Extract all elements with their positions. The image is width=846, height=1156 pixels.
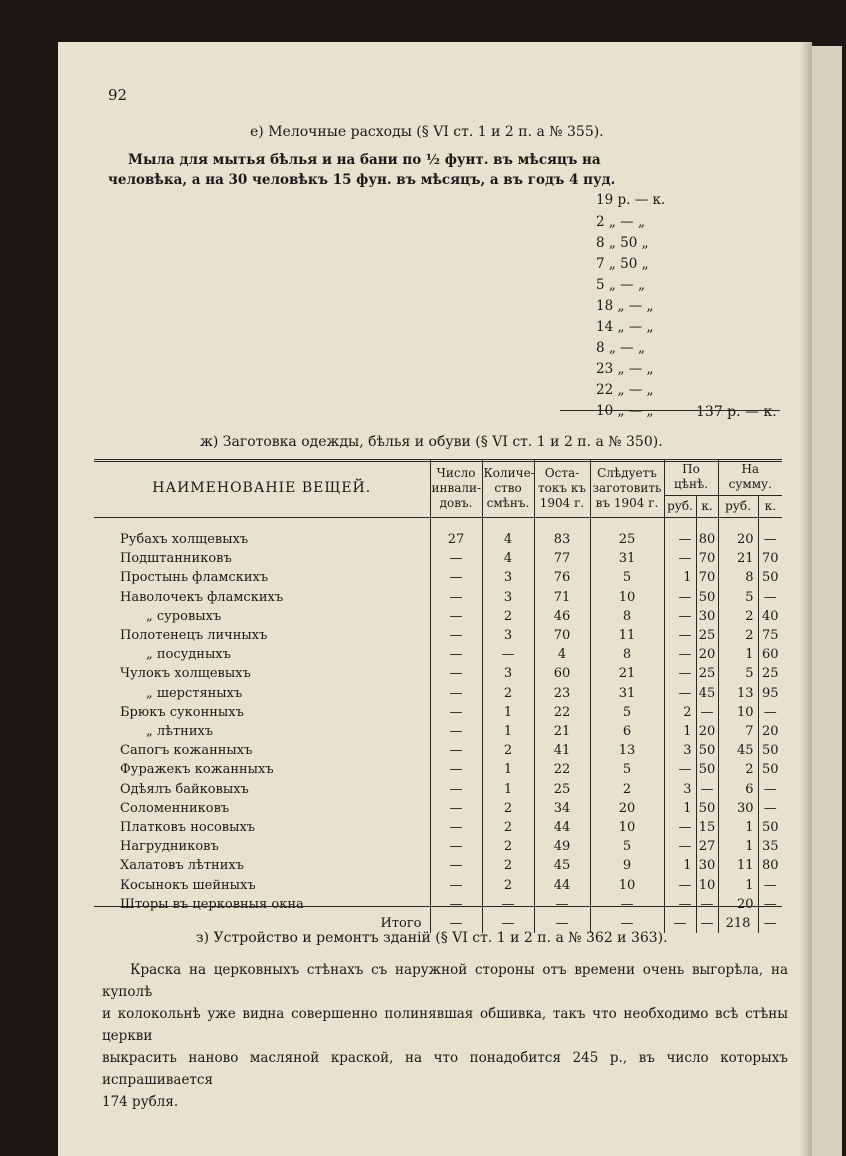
cell-invalids: — — [430, 876, 482, 895]
cell-sum-r: 2 — [718, 626, 758, 645]
section-z-paragraph — [102, 959, 788, 1113]
cell-changes: 3 — [482, 664, 534, 683]
cell-prepare: 10 — [590, 818, 664, 837]
cell-sum-k: — — [758, 876, 782, 895]
cell-prepare: 5 — [590, 703, 664, 722]
expense-amount: 23 „ — „ — [596, 359, 716, 379]
col-header-invalids: Число инвали- довъ. — [430, 459, 482, 518]
cell-price-k: 70 — [696, 549, 718, 568]
cell-changes: 1 — [482, 703, 534, 722]
cell-changes: 2 — [482, 799, 534, 818]
cell-sum-k: 50 — [758, 760, 782, 779]
cell-invalids: — — [430, 645, 482, 664]
total-changes: — — [482, 914, 534, 933]
cell-prepare: — — [590, 895, 664, 914]
col-header-remainder: Оста- токъ къ 1904 г. — [534, 459, 590, 518]
item-name: Рубахъ холщевыхъ — [120, 532, 249, 547]
cell-sum-r: 20 — [718, 530, 758, 549]
item-name: Чулокъ холщевыхъ — [120, 666, 251, 682]
cell-price-r: 1 — [664, 856, 696, 875]
cell-price-k: 30 — [696, 607, 718, 626]
section-e-intro-line-1: Мыла для мытья бѣлья и на бани по ½ фунт. въ мѣсяцъ на — [128, 152, 601, 168]
cell-price-r: — — [664, 530, 696, 549]
expense-line — [128, 380, 708, 400]
cell-changes: 2 — [482, 607, 534, 626]
cell-prepare: 25 — [590, 530, 664, 549]
cell-changes: 2 — [482, 837, 534, 856]
cell-invalids: — — [430, 568, 482, 587]
cell-remainder: 83 — [534, 530, 590, 549]
cell-changes: 4 — [482, 530, 534, 549]
cell-prepare: 21 — [590, 664, 664, 683]
section-z-heading: з) Устройство и ремонтъ зданій (§ VI ст. 1 и 2 п. а № 362 и 363). — [196, 930, 668, 946]
table-row — [94, 837, 782, 856]
cell-changes: 2 — [482, 741, 534, 760]
cell-prepare: 9 — [590, 856, 664, 875]
cell-invalids: — — [430, 760, 482, 779]
col-header-price: По цѣнѣ. — [664, 459, 718, 496]
table-row — [94, 799, 782, 818]
cell-remainder: 71 — [534, 588, 590, 607]
cell-changes: 4 — [482, 549, 534, 568]
cell-invalids: — — [430, 780, 482, 799]
expense-amount: 22 „ — „ — [596, 380, 716, 400]
table-row — [94, 664, 782, 683]
cell-sum-r: 1 — [718, 837, 758, 856]
cell-remainder: 76 — [534, 568, 590, 587]
cell-price-k: 30 — [696, 856, 718, 875]
cell-remainder: 41 — [534, 741, 590, 760]
cell-sum-k: 25 — [758, 664, 782, 683]
cell-remainder: 77 — [534, 549, 590, 568]
cell-remainder: 21 — [534, 722, 590, 741]
expense-amount: 8 „ 50 „ — [596, 233, 716, 253]
table-row — [94, 856, 782, 875]
paragraph-line: Краска на церковныхъ стѣнахъ съ наружной стороны отъ времени очень выгорѣла, на куполѣ — [102, 962, 788, 1000]
table-row — [94, 895, 782, 914]
cell-sum-k: — — [758, 780, 782, 799]
col-header-price-kop: к. — [696, 496, 718, 518]
cell-remainder: 22 — [534, 760, 590, 779]
cell-sum-k: 95 — [758, 684, 782, 703]
total-price-r: — — [664, 914, 696, 933]
cell-price-k: 20 — [696, 722, 718, 741]
cell-price-r: — — [664, 588, 696, 607]
cell-remainder: 34 — [534, 799, 590, 818]
cell-sum-k: — — [758, 895, 782, 914]
cell-prepare: 20 — [590, 799, 664, 818]
item-name: Брюкъ суконныхъ — [120, 704, 244, 720]
cell-sum-r: 7 — [718, 722, 758, 741]
cell-sum-r: 1 — [718, 645, 758, 664]
item-name: Простынь фламскихъ — [120, 570, 269, 586]
expense-line — [108, 190, 708, 210]
cell-changes: — — [482, 645, 534, 664]
cell-sum-r: 13 — [718, 684, 758, 703]
expense-line — [128, 338, 708, 358]
cell-prepare: 31 — [590, 684, 664, 703]
cell-prepare: 13 — [590, 741, 664, 760]
cell-invalids: — — [430, 722, 482, 741]
col-header-price-rub: руб. — [664, 496, 696, 518]
cell-sum-k: 35 — [758, 837, 782, 856]
cell-remainder: 23 — [534, 684, 590, 703]
expense-amount: 18 „ — „ — [596, 296, 716, 316]
cell-price-r: — — [664, 760, 696, 779]
cell-price-r: — — [664, 549, 696, 568]
expense-amount: 10 „ — „ — [596, 401, 716, 421]
expense-line — [128, 275, 708, 295]
item-name: Полотенецъ личныхъ — [120, 628, 268, 644]
cell-prepare: 10 — [590, 588, 664, 607]
table-row — [94, 626, 782, 645]
cell-invalids: — — [430, 607, 482, 626]
cell-price-k: 15 — [696, 818, 718, 837]
cell-remainder: 70 — [534, 626, 590, 645]
cell-price-r: 3 — [664, 741, 696, 760]
table-row — [94, 741, 782, 760]
cell-sum-r: 30 — [718, 799, 758, 818]
cell-invalids: — — [430, 895, 482, 914]
cell-sum-k: 75 — [758, 626, 782, 645]
expense-line — [128, 317, 708, 337]
cell-price-k: 27 — [696, 837, 718, 856]
cell-price-r: — — [664, 684, 696, 703]
cell-prepare: 8 — [590, 607, 664, 626]
expense-amount: 2 „ — „ — [596, 212, 716, 232]
cell-changes: — — [482, 895, 534, 914]
cell-changes: 1 — [482, 760, 534, 779]
cell-price-k: — — [696, 780, 718, 799]
cell-prepare: 5 — [590, 568, 664, 587]
table-row — [94, 684, 782, 703]
cell-invalids: — — [430, 588, 482, 607]
cell-invalids: — — [430, 799, 482, 818]
cell-prepare: 5 — [590, 760, 664, 779]
section-zh-heading: ж) Заготовка одежды, бѣлья и обуви (§ VI ст. 1 и 2 п. а № 350). — [200, 434, 663, 450]
cell-price-k: 50 — [696, 741, 718, 760]
cell-price-r: — — [664, 895, 696, 914]
facing-page-edge — [812, 46, 842, 1156]
item-name: Сапогъ кожанныхъ — [120, 743, 253, 759]
paragraph-line: выкрасить наново масляной краской, на что понадобится 245 р., въ число которыхъ испрашивается — [102, 1050, 788, 1088]
item-name: Нагрудниковъ — [120, 839, 219, 855]
cell-remainder: 22 — [534, 703, 590, 722]
col-header-name: НАИМЕНОВАНІЕ ВЕЩЕЙ. — [94, 459, 430, 518]
item-name: Косынокъ шейныхъ — [120, 877, 256, 893]
cell-sum-k: — — [758, 799, 782, 818]
cell-price-k: 25 — [696, 664, 718, 683]
expense-amount: 19 р. — к. — [596, 190, 716, 210]
cell-remainder: 4 — [534, 645, 590, 664]
expense-line — [128, 212, 708, 232]
cell-sum-r: 8 — [718, 568, 758, 587]
cell-price-k: 50 — [696, 760, 718, 779]
cell-sum-r: 1 — [718, 818, 758, 837]
cell-invalids: — — [430, 818, 482, 837]
item-name: Наволочекъ фламскихъ — [120, 589, 284, 605]
cell-remainder: 45 — [534, 856, 590, 875]
clothing-table — [94, 459, 782, 933]
col-header-sum-kop: к. — [758, 496, 782, 518]
cell-prepare: 31 — [590, 549, 664, 568]
cell-price-k: 25 — [696, 626, 718, 645]
col-header-sum-rub: руб. — [718, 496, 758, 518]
cell-price-k: 50 — [696, 799, 718, 818]
cell-sum-k: 80 — [758, 856, 782, 875]
item-name: Шторы въ церковныя окна — [120, 896, 304, 912]
cell-sum-k: 70 — [758, 549, 782, 568]
cell-price-r: 2 — [664, 703, 696, 722]
cell-changes: 3 — [482, 626, 534, 645]
item-name: Халатовъ лѣтнихъ — [120, 858, 244, 874]
cell-invalids: — — [430, 703, 482, 722]
cell-changes: 3 — [482, 588, 534, 607]
total-prepare: — — [590, 914, 664, 933]
cell-sum-r: 20 — [718, 895, 758, 914]
table-row — [94, 645, 782, 664]
item-name: Платковъ носовыхъ — [120, 820, 256, 836]
item-name: Соломенниковъ — [120, 800, 230, 816]
cell-invalids: — — [430, 684, 482, 703]
cell-price-k: 50 — [696, 588, 718, 607]
cell-prepare: 6 — [590, 722, 664, 741]
cell-sum-k: — — [758, 703, 782, 722]
table-row — [94, 722, 782, 741]
expense-amount: 8 „ — „ — [596, 338, 716, 358]
paragraph-line: и колокольнѣ уже видна совершенно полинявшая обшивка, такъ что необходимо всѣ стѣны церкви — [102, 1006, 788, 1044]
cell-sum-r: 2 — [718, 760, 758, 779]
total-sum-k: — — [758, 914, 782, 933]
cell-changes: 2 — [482, 818, 534, 837]
item-name: „ шерстяныхъ — [146, 685, 243, 701]
cell-sum-r: 45 — [718, 741, 758, 760]
cell-price-r: 1 — [664, 568, 696, 587]
cell-sum-k: 50 — [758, 568, 782, 587]
cell-sum-r: 10 — [718, 703, 758, 722]
table-row — [94, 568, 782, 587]
cell-sum-r: 6 — [718, 780, 758, 799]
item-name: Фуражекъ кожанныхъ — [120, 762, 274, 778]
cell-changes: 1 — [482, 722, 534, 741]
page-gutter-shadow — [800, 42, 812, 1156]
expense-line — [128, 254, 708, 274]
expense-amount: 5 „ — „ — [596, 275, 716, 295]
cell-price-k: — — [696, 895, 718, 914]
total-price-k: — — [696, 914, 718, 933]
table-spacer-row — [94, 518, 782, 531]
cell-remainder: 44 — [534, 818, 590, 837]
cell-prepare: 5 — [590, 837, 664, 856]
cell-price-r: — — [664, 664, 696, 683]
cell-invalids: — — [430, 741, 482, 760]
cell-sum-k: 60 — [758, 645, 782, 664]
cell-sum-r: 5 — [718, 588, 758, 607]
cell-price-r: 1 — [664, 722, 696, 741]
cell-changes: 2 — [482, 876, 534, 895]
col-header-changes: Количе- ство смѣнъ. — [482, 459, 534, 518]
cell-sum-k: — — [758, 588, 782, 607]
expense-line — [128, 401, 708, 421]
cell-sum-r: 5 — [718, 664, 758, 683]
total-invalids: — — [430, 914, 482, 933]
table-row — [94, 818, 782, 837]
cell-price-r: — — [664, 607, 696, 626]
cell-remainder: 60 — [534, 664, 590, 683]
cell-remainder: 44 — [534, 876, 590, 895]
cell-invalids: 27 — [430, 530, 482, 549]
item-name: „ лѣтнихъ — [146, 724, 214, 740]
expense-line — [128, 359, 708, 379]
cell-sum-k: — — [758, 530, 782, 549]
cell-sum-r: 1 — [718, 876, 758, 895]
table-row — [94, 780, 782, 799]
cell-remainder: — — [534, 895, 590, 914]
cell-prepare: 8 — [590, 645, 664, 664]
cell-price-r: — — [664, 626, 696, 645]
table-row — [94, 760, 782, 779]
expense-amount: 14 „ — „ — [596, 317, 716, 337]
item-name: „ посудныхъ — [146, 647, 231, 663]
cell-price-r: 3 — [664, 780, 696, 799]
item-name: Подштанниковъ — [120, 551, 232, 567]
cell-price-k: 20 — [696, 645, 718, 664]
cell-invalids: — — [430, 664, 482, 683]
expense-line — [128, 296, 708, 316]
cell-price-k: 10 — [696, 876, 718, 895]
page-number: 92 — [108, 86, 128, 104]
total-sum-r: 218 — [718, 914, 758, 933]
cell-price-r: — — [664, 837, 696, 856]
section-e-total: 137 р. — к. — [696, 404, 777, 420]
cell-invalids: — — [430, 626, 482, 645]
cell-price-r: — — [664, 876, 696, 895]
cell-sum-r: 2 — [718, 607, 758, 626]
cell-price-k: — — [696, 703, 718, 722]
total-remainder: — — [534, 914, 590, 933]
col-header-sum: На сумму. — [718, 459, 782, 496]
table-row — [94, 703, 782, 722]
cell-sum-k: 40 — [758, 607, 782, 626]
table-row — [94, 607, 782, 626]
cell-remainder: 49 — [534, 837, 590, 856]
cell-sum-k: 50 — [758, 818, 782, 837]
cell-sum-k: 50 — [758, 741, 782, 760]
cell-changes: 2 — [482, 856, 534, 875]
cell-price-r: — — [664, 818, 696, 837]
cell-prepare: 2 — [590, 780, 664, 799]
cell-invalids: — — [430, 856, 482, 875]
cell-price-r: — — [664, 645, 696, 664]
cell-prepare: 10 — [590, 876, 664, 895]
table-row — [94, 530, 782, 549]
cell-changes: 1 — [482, 780, 534, 799]
table-row — [94, 588, 782, 607]
table-row — [94, 876, 782, 895]
table-row — [94, 549, 782, 568]
item-name: Одѣялъ байковыхъ — [120, 781, 249, 797]
section-e-intro-line-2: человѣка, а на 30 человѣкъ 15 фун. въ мѣсяцъ, а въ годъ 4 пуд. — [108, 172, 616, 188]
cell-invalids: — — [430, 837, 482, 856]
expense-amount: 7 „ 50 „ — [596, 254, 716, 274]
item-name: „ суровыхъ — [146, 608, 222, 624]
cell-sum-r: 11 — [718, 856, 758, 875]
cell-sum-k: 20 — [758, 722, 782, 741]
section-e-heading: е) Мелочные расходы (§ VI ст. 1 и 2 п. а № 355). — [250, 124, 604, 140]
cell-remainder: 46 — [534, 607, 590, 626]
expense-line — [128, 233, 708, 253]
cell-changes: 3 — [482, 568, 534, 587]
cell-remainder: 25 — [534, 780, 590, 799]
total-label: Итого — [380, 916, 422, 932]
paragraph-line: 174 рубля. — [102, 1094, 179, 1110]
cell-sum-r: 21 — [718, 549, 758, 568]
cell-price-r: 1 — [664, 799, 696, 818]
cell-price-k: 80 — [696, 530, 718, 549]
col-header-to-prepare: Слѣдуетъ заготовить въ 1904 г. — [590, 459, 664, 518]
cell-price-k: 70 — [696, 568, 718, 587]
cell-invalids: — — [430, 549, 482, 568]
cell-price-k: 45 — [696, 684, 718, 703]
cell-changes: 2 — [482, 684, 534, 703]
cell-prepare: 11 — [590, 626, 664, 645]
